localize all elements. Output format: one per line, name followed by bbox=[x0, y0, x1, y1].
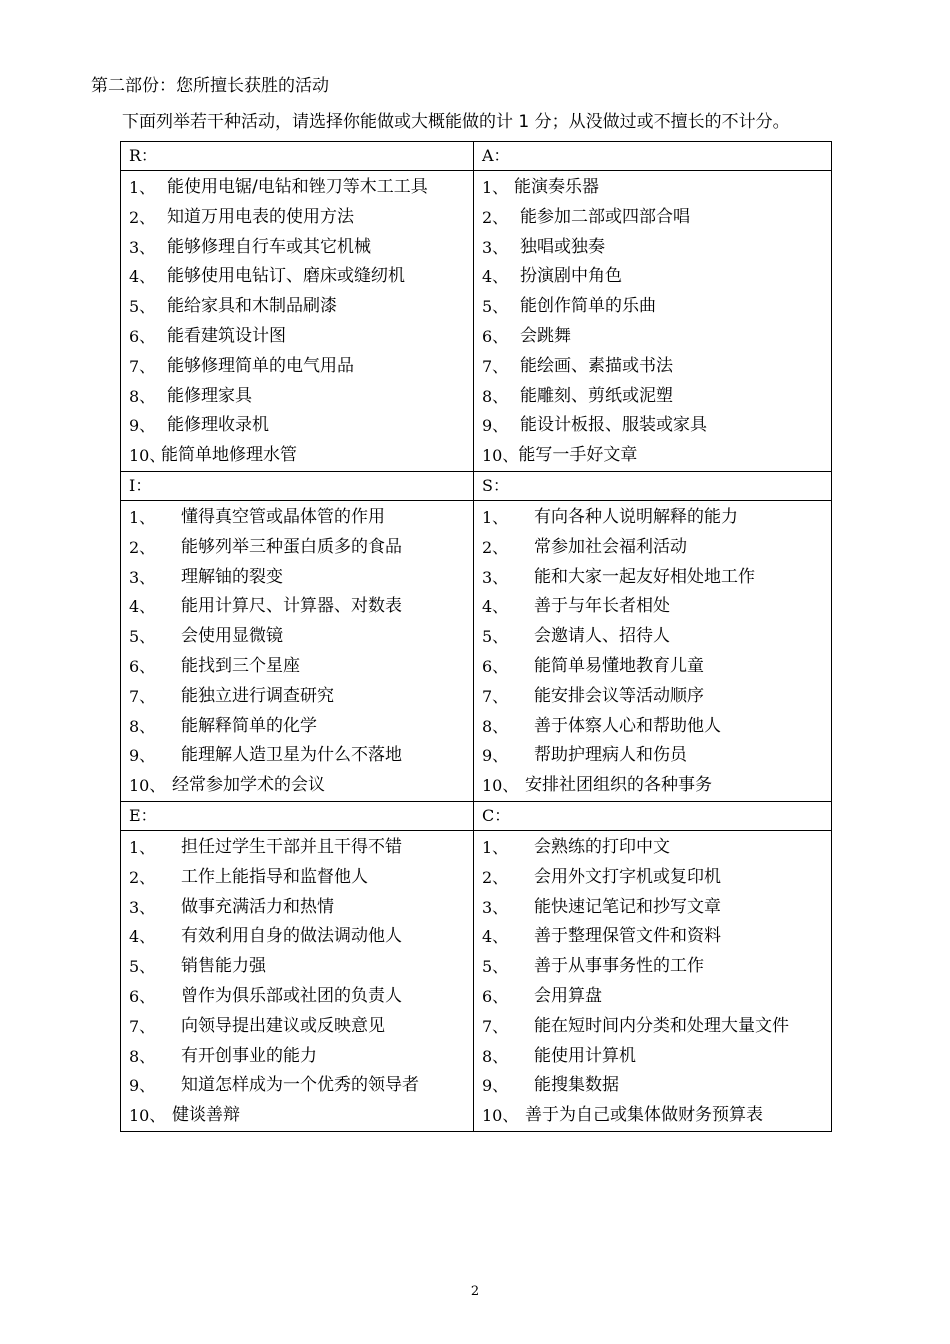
item-text: 善于与年长者相处 bbox=[534, 596, 670, 617]
item-number: 2、 bbox=[482, 867, 509, 887]
item-number: 2、 bbox=[129, 537, 156, 557]
item-text: 能够修理自行车或其它机械 bbox=[167, 236, 371, 257]
item-number: 10、 bbox=[129, 1106, 166, 1126]
item-number: 5、 bbox=[129, 957, 156, 977]
activity-item bbox=[474, 352, 831, 382]
item-text: 懂得真空管或晶体管的作用 bbox=[181, 506, 385, 527]
item-text: 健谈善辩 bbox=[172, 1105, 240, 1126]
item-text: 能简单易懂地教育儿童 bbox=[534, 655, 704, 676]
item-text: 会用算盘 bbox=[534, 985, 602, 1006]
item-number: 2、 bbox=[129, 867, 156, 887]
activity-item bbox=[474, 592, 831, 622]
activity-item bbox=[474, 411, 831, 441]
activity-item bbox=[121, 952, 473, 982]
item-number: 4、 bbox=[129, 597, 156, 617]
item-text: 经常参加学术的会议 bbox=[172, 775, 325, 796]
item-number: 3、 bbox=[129, 237, 156, 257]
activity-item bbox=[474, 893, 831, 923]
item-number: 1、 bbox=[129, 178, 156, 197]
item-number: 8、 bbox=[129, 1046, 156, 1066]
item-number: 3、 bbox=[482, 567, 509, 587]
item-number: 1、 bbox=[129, 837, 156, 857]
item-text: 帮助护理病人和伤员 bbox=[534, 745, 687, 766]
item-number: 9、 bbox=[482, 1076, 509, 1096]
item-text: 能安排会议等活动顺序 bbox=[534, 685, 704, 706]
activity-item bbox=[121, 262, 473, 292]
activity-item bbox=[121, 173, 473, 203]
item-number: 4、 bbox=[482, 267, 509, 287]
item-number: 2、 bbox=[482, 537, 509, 557]
item-text: 曾作为俱乐部或社团的负责人 bbox=[181, 985, 402, 1006]
item-text: 工作上能指导和监督他人 bbox=[181, 866, 368, 887]
section-header-row bbox=[121, 142, 832, 171]
activity-item bbox=[121, 322, 473, 352]
item-number: 10、 bbox=[482, 776, 519, 796]
category-header-left: R： bbox=[121, 142, 474, 171]
item-number: 5、 bbox=[129, 627, 156, 647]
item-text: 安排社团组织的各种事务 bbox=[525, 775, 712, 796]
item-number: 7、 bbox=[482, 1016, 509, 1036]
item-text: 能简单地修理水管 bbox=[161, 445, 297, 466]
item-text: 能修理收录机 bbox=[167, 415, 269, 436]
item-number: 4、 bbox=[129, 267, 156, 287]
item-text: 能设计板报、服装或家具 bbox=[520, 415, 707, 436]
activity-item bbox=[121, 1071, 473, 1101]
item-number: 8、 bbox=[482, 716, 509, 736]
activity-item bbox=[474, 922, 831, 952]
item-text: 能绘画、素描或书法 bbox=[520, 355, 673, 376]
item-number: 5、 bbox=[482, 297, 509, 317]
item-number: 9、 bbox=[129, 746, 156, 766]
item-text: 会用外文打字机或复印机 bbox=[534, 866, 721, 887]
item-text: 有效利用自身的做法调动他人 bbox=[181, 926, 402, 947]
item-number: 6、 bbox=[129, 326, 156, 346]
item-number: 5、 bbox=[482, 957, 509, 977]
item-text: 能够修理简单的电气用品 bbox=[167, 355, 354, 376]
item-number: 5、 bbox=[129, 297, 156, 317]
activity-item bbox=[121, 652, 473, 682]
item-text: 能雕刻、剪纸或泥塑 bbox=[520, 385, 673, 406]
item-text: 扮演剧中角色 bbox=[520, 266, 622, 287]
item-number: 7、 bbox=[129, 686, 156, 706]
item-number: 8、 bbox=[482, 386, 509, 406]
item-text: 能演奏乐器 bbox=[514, 177, 599, 197]
page-heading: 第二部份：您所擅长获胜的活动 bbox=[91, 76, 329, 96]
item-text: 能理解人造卫星为什么不落地 bbox=[181, 745, 402, 766]
item-number: 8、 bbox=[482, 1046, 509, 1066]
activity-item bbox=[474, 292, 831, 322]
activity-item bbox=[474, 712, 831, 742]
item-text: 能参加二部或四部合唱 bbox=[520, 206, 690, 227]
item-number: 5、 bbox=[482, 627, 509, 647]
item-number: 9、 bbox=[129, 416, 156, 436]
activity-item bbox=[121, 712, 473, 742]
section-header-row bbox=[121, 471, 832, 500]
item-number: 3、 bbox=[482, 237, 509, 257]
item-number: 9、 bbox=[129, 1076, 156, 1096]
item-text: 能用计算尺、计算器、对数表 bbox=[181, 596, 402, 617]
activity-item bbox=[121, 622, 473, 652]
item-number: 1、 bbox=[129, 507, 156, 527]
activity-item bbox=[121, 922, 473, 952]
category-header-right: A： bbox=[474, 142, 832, 171]
activity-item bbox=[474, 1101, 831, 1131]
activity-list-right bbox=[474, 830, 832, 1131]
activity-item bbox=[474, 741, 831, 771]
activity-item bbox=[121, 382, 473, 412]
activity-item bbox=[121, 863, 473, 893]
activity-item bbox=[121, 441, 473, 471]
item-text: 有向各种人说明解释的能力 bbox=[534, 506, 738, 527]
item-text: 能搜集数据 bbox=[534, 1075, 619, 1096]
activity-item bbox=[121, 1101, 473, 1131]
activity-item bbox=[474, 322, 831, 352]
item-text: 会跳舞 bbox=[520, 325, 571, 346]
activity-item bbox=[474, 1042, 831, 1072]
activity-item bbox=[121, 982, 473, 1012]
activity-item bbox=[474, 1071, 831, 1101]
page-number: 2 bbox=[470, 1284, 480, 1299]
item-number: 1、 bbox=[482, 837, 509, 857]
activity-item bbox=[121, 833, 473, 863]
item-text: 能看建筑设计图 bbox=[167, 325, 286, 346]
activity-item bbox=[474, 952, 831, 982]
activity-item bbox=[474, 173, 831, 203]
activity-item bbox=[474, 563, 831, 593]
activity-list-right bbox=[474, 171, 832, 472]
item-number: 6、 bbox=[482, 986, 509, 1006]
item-number: 10、 bbox=[482, 446, 519, 466]
category-header-left: E： bbox=[121, 801, 474, 830]
item-text: 能修理家具 bbox=[167, 385, 252, 406]
item-text: 独唱或独奏 bbox=[520, 236, 605, 257]
item-text: 理解铀的裂变 bbox=[181, 566, 283, 587]
item-number: 7、 bbox=[129, 1016, 156, 1036]
item-number: 1、 bbox=[482, 178, 509, 197]
item-number: 9、 bbox=[482, 416, 509, 436]
activity-table bbox=[120, 141, 832, 1132]
activity-item bbox=[121, 203, 473, 233]
item-number: 9、 bbox=[482, 746, 509, 766]
item-text: 有开创事业的能力 bbox=[181, 1045, 317, 1066]
section-items-row bbox=[121, 171, 832, 472]
item-number: 1、 bbox=[482, 507, 509, 527]
activity-item bbox=[474, 441, 831, 471]
activity-item bbox=[121, 292, 473, 322]
item-number: 7、 bbox=[482, 356, 509, 376]
activity-list-left bbox=[121, 500, 474, 801]
item-text: 销售能力强 bbox=[181, 956, 266, 977]
item-text: 能解释简单的化学 bbox=[181, 715, 317, 736]
activity-item bbox=[121, 1012, 473, 1042]
activity-item bbox=[474, 533, 831, 563]
item-number: 3、 bbox=[129, 897, 156, 917]
item-number: 2、 bbox=[482, 207, 509, 227]
item-text: 向领导提出建议或反映意见 bbox=[181, 1015, 385, 1036]
activity-item bbox=[474, 382, 831, 412]
item-number: 6、 bbox=[129, 656, 156, 676]
item-text: 担任过学生干部并且干得不错 bbox=[181, 836, 402, 857]
item-number: 6、 bbox=[482, 656, 509, 676]
activity-item bbox=[121, 682, 473, 712]
section-header-row bbox=[121, 801, 832, 830]
activity-item bbox=[121, 533, 473, 563]
item-text: 能够列举三种蛋白质多的食品 bbox=[181, 536, 402, 557]
item-text: 知道万用电表的使用方法 bbox=[167, 206, 354, 227]
item-text: 能在短时间内分类和处理大量文件 bbox=[534, 1015, 789, 1036]
item-number: 4、 bbox=[482, 597, 509, 617]
activity-item bbox=[474, 622, 831, 652]
item-text: 能使用计算机 bbox=[534, 1045, 636, 1066]
item-text: 做事充满活力和热情 bbox=[181, 896, 334, 917]
activity-item bbox=[474, 682, 831, 712]
item-number: 3、 bbox=[129, 567, 156, 587]
section-items-row bbox=[121, 500, 832, 801]
category-header-right: S： bbox=[474, 471, 832, 500]
category-header-right: C： bbox=[474, 801, 832, 830]
item-number: 10、 bbox=[482, 1106, 519, 1126]
activity-item bbox=[121, 563, 473, 593]
item-text: 善于体察人心和帮助他人 bbox=[534, 715, 721, 736]
item-text: 能和大家一起友好相处地工作 bbox=[534, 566, 755, 587]
activity-item bbox=[474, 833, 831, 863]
activity-item bbox=[474, 233, 831, 263]
item-number: 3、 bbox=[482, 897, 509, 917]
item-text: 善于为自己或集体做财务预算表 bbox=[525, 1105, 763, 1126]
activity-table-body bbox=[121, 142, 832, 1132]
item-text: 能写一手好文章 bbox=[518, 445, 638, 466]
item-text: 善于整理保管文件和资料 bbox=[534, 926, 721, 947]
item-text: 善于从事事务性的工作 bbox=[534, 956, 704, 977]
activity-item bbox=[121, 893, 473, 923]
item-number: 7、 bbox=[482, 686, 509, 706]
item-text: 常参加社会福利活动 bbox=[534, 536, 687, 557]
section-items-row bbox=[121, 830, 832, 1131]
activity-item bbox=[474, 982, 831, 1012]
item-text: 知道怎样成为一个优秀的领导者 bbox=[181, 1075, 419, 1096]
item-text: 能快速记笔记和抄写文章 bbox=[534, 896, 721, 917]
item-text: 能独立进行调查研究 bbox=[181, 685, 334, 706]
item-text: 能给家具和木制品刷漆 bbox=[167, 296, 337, 317]
activity-list-left bbox=[121, 171, 474, 472]
item-text: 能够使用电钻订、磨床或缝纫机 bbox=[167, 266, 405, 287]
activity-item bbox=[121, 233, 473, 263]
category-header-left: I： bbox=[121, 471, 474, 500]
item-number: 4、 bbox=[482, 927, 509, 947]
activity-item bbox=[121, 771, 473, 801]
item-number: 8、 bbox=[129, 386, 156, 406]
item-number: 6、 bbox=[482, 326, 509, 346]
activity-item bbox=[474, 863, 831, 893]
activity-item bbox=[474, 1012, 831, 1042]
instructions: 下面列举若干种活动，请选择你能做或大概能做的计 1 分；从没做过或不擅长的不计分。 bbox=[122, 112, 790, 132]
item-text: 能找到三个星座 bbox=[181, 655, 300, 676]
activity-item bbox=[121, 503, 473, 533]
activity-item bbox=[121, 352, 473, 382]
activity-item bbox=[121, 411, 473, 441]
item-number: 4、 bbox=[129, 927, 156, 947]
activity-item bbox=[121, 1042, 473, 1072]
item-text: 会熟练的打印中文 bbox=[534, 836, 670, 857]
item-number: 10、 bbox=[129, 776, 166, 796]
item-text: 会使用显微镜 bbox=[181, 626, 283, 647]
item-number: 10、 bbox=[129, 446, 166, 466]
item-number: 8、 bbox=[129, 716, 156, 736]
activity-item bbox=[474, 652, 831, 682]
item-text: 能创作简单的乐曲 bbox=[520, 296, 656, 317]
activity-item bbox=[121, 592, 473, 622]
activity-item bbox=[474, 771, 831, 801]
item-number: 7、 bbox=[129, 356, 156, 376]
activity-item bbox=[474, 262, 831, 292]
item-number: 2、 bbox=[129, 207, 156, 227]
activity-item bbox=[474, 203, 831, 233]
item-text: 能使用电锯/电钻和锉刀等木工工具 bbox=[167, 177, 428, 197]
activity-item bbox=[474, 503, 831, 533]
activity-item bbox=[121, 741, 473, 771]
item-text: 会邀请人、招待人 bbox=[534, 626, 670, 647]
activity-list-left bbox=[121, 830, 474, 1131]
item-number: 6、 bbox=[129, 986, 156, 1006]
activity-list-right bbox=[474, 500, 832, 801]
